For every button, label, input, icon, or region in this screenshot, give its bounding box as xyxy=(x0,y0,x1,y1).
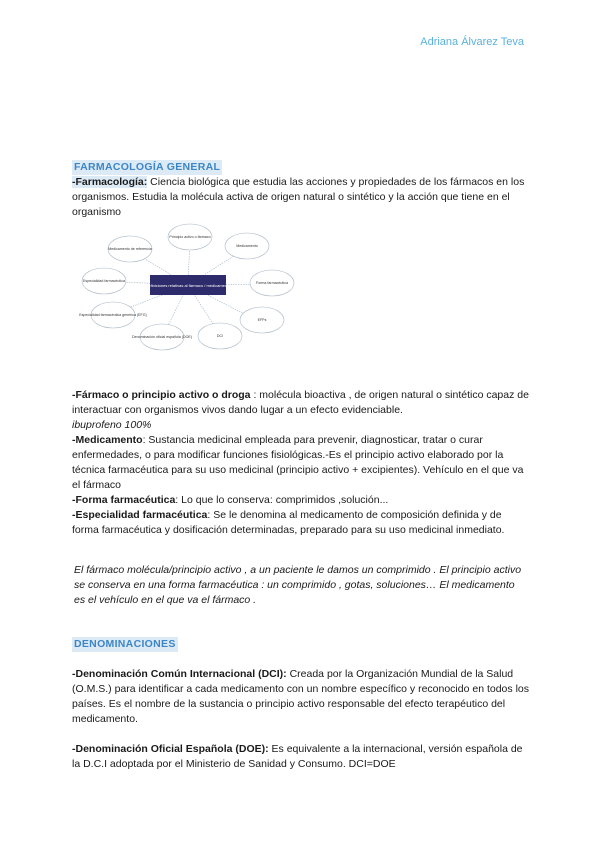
example-paragraph-block xyxy=(74,563,528,608)
definition-especialidad xyxy=(72,508,530,538)
definition-farmaco xyxy=(72,388,530,418)
definition-term: -Denominación Oficial Española (DOE): xyxy=(72,743,269,755)
section-farmacologia xyxy=(72,160,530,220)
diagram-center-label: Definiciones relativas al fármaco / medicamento xyxy=(145,283,231,288)
concept-diagram xyxy=(70,220,310,360)
diagram-node-label: Especialidad farmacéutica genérica (EFG) xyxy=(79,313,147,317)
definition-text: Creada por la Organización Mundial de la Salud (O.M.S.) para identificar a cada medicamento con un nombre específico y reconocido en todos los países. Es el nombre de la sustancia o principio activo responsable del efecto terapéutico del medicamento. xyxy=(72,668,529,725)
section-denominaciones xyxy=(72,637,530,652)
section-heading-denominaciones: DENOMINACIONES xyxy=(74,638,176,650)
definition-term: -Medicamento xyxy=(72,434,143,446)
author-name: Adriana Álvarez Teva xyxy=(420,36,524,48)
definitions-block xyxy=(72,388,530,538)
denominacion-dci xyxy=(72,667,532,727)
denominaciones-list xyxy=(72,667,532,772)
definition-example: ibuprofeno 100% xyxy=(72,419,152,431)
definition-term: -Forma farmacéutica xyxy=(72,494,176,506)
definition-text: : Se le denomina al medicamento de composición definida y de forma farmacéutica y dosificación determinadas, preparado para su uso medicinal inmediato. xyxy=(72,509,505,536)
diagram-node-label: Medicamento xyxy=(236,244,258,248)
example-paragraph: El fármaco molécula/principio activo , a un paciente le damos un comprimido . El principio activo se conserva en una forma farmacéutica : un comprimido , gotas, soluciones… El medicamento es el vehículo en el que va el fármaco . xyxy=(74,564,522,606)
definition-forma xyxy=(72,493,530,508)
diagram-node-label: Especialidad farmacéutica xyxy=(83,279,125,283)
definition-medicamento xyxy=(72,433,530,493)
diagram-node-label: EFPs xyxy=(257,318,267,322)
definition-text: Es equivalente a la internacional, versión española de la D.C.I adoptada por el Ministerio de Sanidad y Consumo. DCI=DOE xyxy=(72,743,523,770)
diagram-node-label: Denominación oficial española (DOE) xyxy=(132,335,192,339)
definition-term: -Fármaco o principio activo o droga xyxy=(72,389,251,401)
definition-term: -Farmacología: xyxy=(72,176,148,188)
definition-text: : Sustancia medicinal empleada para prevenir, diagnosticar, tratar o curar enfermedades, o para modificar funciones fisiológicas.-Es el principio activo elaborado por la técnica farmacéutica para su uso medicinal (principio activo + excipientes). Vehículo en el que va el fármaco xyxy=(72,434,524,491)
denominacion-doe xyxy=(72,742,532,772)
definition-term: -Especialidad farmacéutica xyxy=(72,509,208,521)
diagram-node-label: Principio activo o fármaco xyxy=(169,235,211,239)
definition-text: : Lo que lo conserva: comprimidos ,solución... xyxy=(175,494,389,506)
definition-text: : molécula bioactiva , de origen natural o sintético capaz de interactuar con organismos vivos dando lugar a un efecto evidenciable. xyxy=(72,389,529,416)
diagram-node-label: Forma farmacéutica xyxy=(256,281,288,285)
definition-term: -Denominación Común Internacional (DCI): xyxy=(72,668,287,680)
farmacologia-definition xyxy=(72,175,530,220)
definition-text: Ciencia biológica que estudia las acciones y propiedades de los fármacos en los organismos. Estudia la molécula activa de origen natural o sintético y la acción que tiene en el organismo xyxy=(72,176,525,218)
diagram-node-label: Medicamento de referencia xyxy=(108,247,152,251)
diagram-node-label: DCI xyxy=(216,334,224,338)
section-heading-farmacologia: FARMACOLOGÍA GENERAL xyxy=(74,161,221,173)
